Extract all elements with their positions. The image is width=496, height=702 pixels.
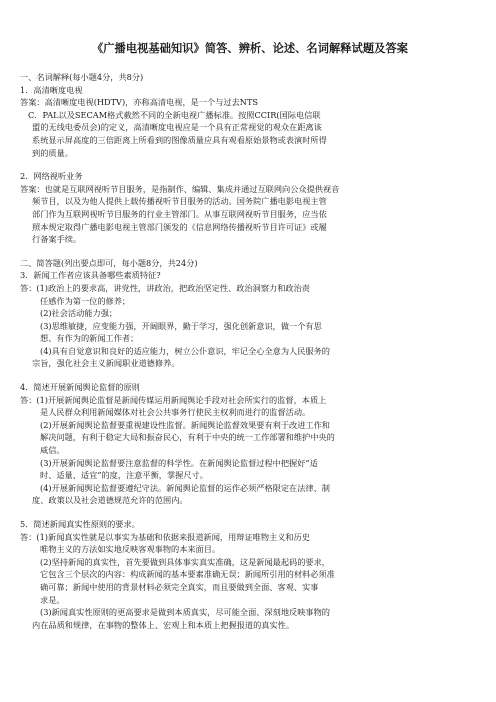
question-block-4 [20, 381, 480, 507]
answer-line: 唯物主义的方法如实地反映客观事物的本来面目。 [40, 544, 221, 555]
answer-line: 解决问题，有利于稳定大局和振奋民心，有利于中央的统一工作部署和维护中央的 [40, 432, 335, 443]
section-heading: 一、名词解释(每小题4分，共8分) [20, 72, 144, 82]
answer-line: 任感作为第一位的修养； [40, 295, 131, 306]
answer-line: 照本规定取得广播电影电视主管部门颁发的《信息网络传播视听节目许可证》或履 [32, 221, 327, 232]
answer-line: (2)社会活动能力强； [40, 308, 118, 319]
question-title: 4．简述开展新闻舆论监督的原则 [20, 382, 140, 393]
question-title: 5．简述新闻真实性原则的要求。 [20, 519, 140, 529]
question-title: 2．网络视听业务 [20, 171, 83, 182]
answer-line: 到的质量。 [32, 147, 73, 158]
answer-line: (4)具有自觉意识和良好的适应能力，树立公仆意识，牢记全心全意为人民服务的 [40, 345, 330, 356]
question-block-3 [20, 269, 480, 370]
answer-line: 度、政策以及社会道德规范允许的范围内。 [32, 495, 188, 506]
answer-line: 威信。 [40, 445, 65, 456]
answer-line: 它包含三个层次的内容：构成新闻的基本要素准确无误；新闻所引用的材料必须准 [40, 569, 335, 580]
question-block-5 [20, 518, 480, 631]
answer-line: 内在品质和规律，在事物的整体上、宏观上和本质上把握报道的真实性。 [32, 619, 295, 630]
answer-line: 想、有作为的新闻工作者； [40, 333, 139, 344]
answer-line: (4)开展新闻舆论监督要遵纪守法。新闻舆论监督的运作必须严格限定在法律、制 [40, 482, 330, 493]
answer-line: 时、适量、适宜”的度，注意平衡，掌握尺寸。 [40, 470, 208, 481]
answer-line: 宗旨，强化社会主义新闻职业道德修养。 [32, 358, 180, 369]
question-title: 1．高清晰度电视 [20, 84, 83, 95]
answer-line: (3)新闻真实性原则的更高要求是做到本质真实，尽可能全面、深刻地反映事物的 [40, 607, 330, 618]
answer-line: 行备案手续。 [32, 234, 82, 245]
answer-line: 求是。 [40, 594, 65, 605]
section-heading: 二、简答题(列出要点即可，每小题8分，共24分) [20, 257, 198, 268]
question-block-2 [20, 170, 480, 246]
answer-line: 是人民群众利用新闻媒体对社会公共事务行使民主权利而进行的监督活动。 [40, 407, 311, 418]
answer-line: 部门作为互联网视听节目服务的行业主管部门。从事互联网视听节目服务，应当依 [32, 208, 327, 219]
answer-line: (2)开展新闻舆论监督要重视建设性监督。新闻舆论监督效果要有利于改进工作和 [40, 419, 330, 430]
answer-line: (3)思维敏捷，应变能力强，开阔眼界，勤于学习，强化创新意识，做一个有思 [40, 320, 322, 331]
answer-line: (2)坚持新闻的真实性，首先要做到具体事实真实准确，这是新闻最起码的要求， [40, 556, 330, 567]
answer-line: (3)开展新闻舆论监督要注意监督的科学性。在新闻舆论监督过程中把握好“适 [40, 457, 318, 468]
question-title: 3．新闻工作者应该具备哪些素质特征? [20, 270, 161, 281]
answer-line: 确可靠；新闻中使用的背景材料必须完全真实，而且要做到全面、客观、实事 [40, 581, 319, 592]
answer-line: 答案：也就是互联网视听节目服务，是指制作、编辑、集成并通过互联网向公众提供视音 [20, 183, 340, 194]
answer-line: 答：(1)开展新闻舆论监督是新闻传媒运用新闻舆论手段对社会所实行的监督，本质上 [20, 394, 327, 405]
answer-line: 系统显示屏高度的三倍距离上所看到的图像质量应具有观看原始景物或表演时所得 [32, 134, 327, 145]
answer-line: 频节目，以及为他人提供上载传播视听节目服务的活动。国务院广播电影电视主管 [32, 196, 327, 207]
answer-line: 答：(1)新闻真实性就是以事实为基础和依据来报道新闻，用辩证唯物主义和历史 [20, 531, 310, 542]
answer-line: 答案：高清晰度电视(HDTV)，亦称高清电视，是一个与过去NTS [20, 97, 259, 108]
answer-line: 盟的无线电委员会)的定义，高清晰度电视应是一个具有正常视觉的观众在距离该 [32, 122, 322, 133]
answer-line: C．PAL以及SECAM格式截然不同的全新电视广播标准。按照CCIR(国际电信联 [28, 109, 321, 120]
document-title: 《广播电视基础知识》简答、辨析、论述、名词解释试题及答案 [91, 42, 409, 55]
answer-line: 答：(1)政治上的要求高，讲党性，讲政治，把政治坚定性、政治洞察力和政治责 [20, 282, 310, 293]
question-block-1 [20, 84, 480, 160]
